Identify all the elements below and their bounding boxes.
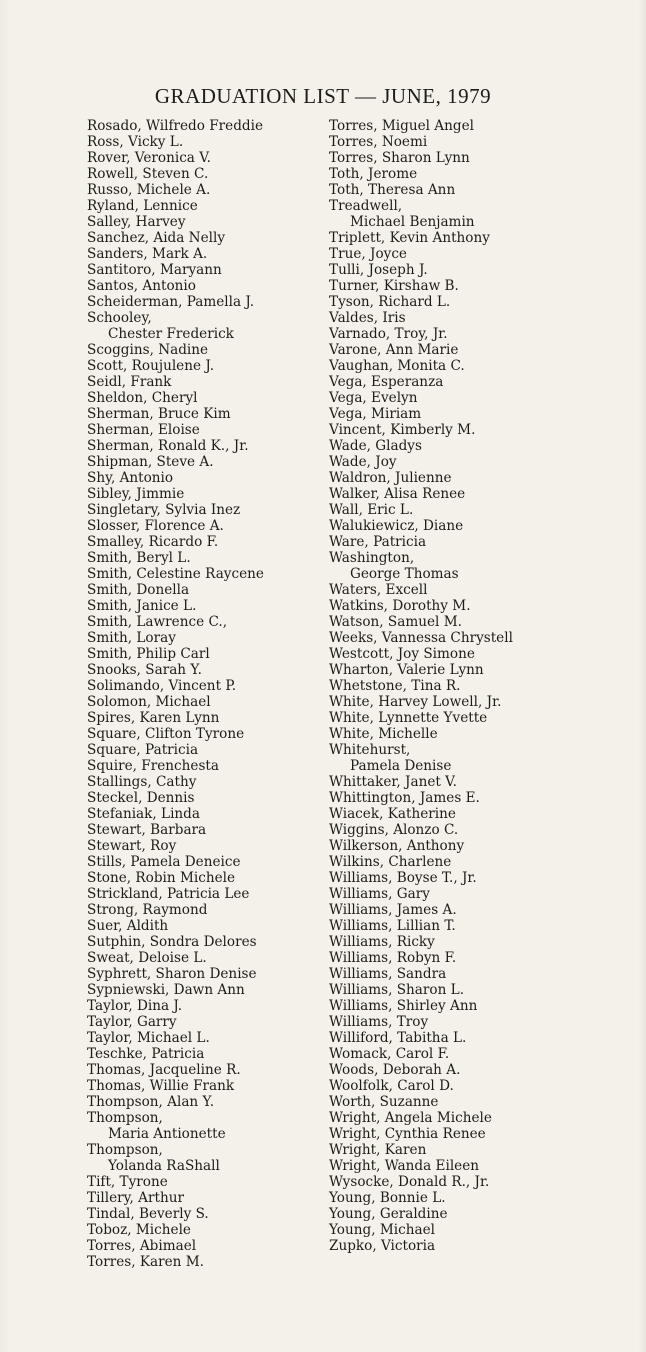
graduate-name: Womack, Carol F.	[329, 1046, 450, 1062]
graduate-name: Shy, Antonio	[87, 470, 174, 486]
graduate-name: Young, Geraldine	[329, 1206, 448, 1222]
graduate-name: Slosser, Florence A.	[87, 518, 224, 534]
graduate-name: Tift, Tyrone	[87, 1174, 168, 1190]
graduate-name: Woolfolk, Carol D.	[329, 1078, 454, 1094]
graduate-name: Sweat, Deloise L.	[87, 950, 207, 966]
graduate-name: Rover, Veronica V.	[87, 150, 211, 166]
graduate-name: Waters, Excell	[329, 582, 428, 598]
graduate-name: Wiggins, Alonzo C.	[329, 822, 459, 838]
graduate-name: Smith, Lawrence C.,	[87, 614, 228, 630]
graduate-name: Turner, Kirshaw B.	[329, 278, 459, 294]
graduate-name: Solimando, Vincent P.	[87, 678, 237, 694]
graduate-name: Ross, Vicky L.	[87, 134, 184, 150]
graduate-name: Stewart, Roy	[87, 838, 177, 854]
graduate-name: Sherman, Eloise	[87, 422, 200, 438]
graduate-name: Wright, Cynthia Renee	[329, 1126, 486, 1142]
graduate-name: Strickland, Patricia Lee	[87, 886, 250, 902]
graduate-name: Wright, Karen	[329, 1142, 427, 1158]
graduate-name: Suer, Aldith	[87, 918, 169, 934]
graduate-name: Williams, Robyn F.	[329, 950, 457, 966]
graduate-name: Torres, Karen M.	[87, 1254, 204, 1270]
graduate-name: Wall, Eric L.	[329, 502, 414, 518]
graduate-name: Zupko, Victoria	[329, 1238, 436, 1254]
graduate-name: Triplett, Kevin Anthony	[329, 230, 490, 246]
graduate-name: Williams, Boyse T., Jr.	[329, 870, 477, 886]
graduate-name: Stallings, Cathy	[87, 774, 197, 790]
graduate-name: Worth, Suzanne	[329, 1094, 439, 1110]
graduate-name: Sutphin, Sondra Delores	[87, 934, 257, 950]
graduate-name: Rosado, Wilfredo Freddie	[87, 118, 264, 134]
graduate-name: Williams, Troy	[329, 1014, 429, 1030]
graduate-name: White, Harvey Lowell, Jr.	[329, 694, 502, 710]
graduate-name: Williams, Sharon L.	[329, 982, 465, 998]
graduate-name: Scott, Roujulene J.	[87, 358, 215, 374]
graduate-name: Valdes, Iris	[329, 310, 406, 326]
graduate-name: Walker, Alisa Renee	[329, 486, 466, 502]
graduate-name: Shipman, Steve A.	[87, 454, 214, 470]
graduate-name: Williams, James A.	[329, 902, 457, 918]
graduate-name: Seidl, Frank	[87, 374, 172, 390]
graduate-name: Stills, Pamela Deneice	[87, 854, 241, 870]
graduate-name: True, Joyce	[329, 246, 407, 262]
graduate-name: Torres, Miguel Angel	[329, 118, 474, 134]
graduate-list-right	[329, 118, 589, 1254]
graduate-name: Vincent, Kimberly M.	[329, 422, 476, 438]
graduate-name: Tindal, Beverly S.	[87, 1206, 209, 1222]
graduate-name: Rowell, Steven C.	[87, 166, 209, 182]
graduate-name: Varone, Ann Marie	[329, 342, 459, 358]
graduate-name: Tulli, Joseph J.	[329, 262, 428, 278]
graduate-name: Whitehurst,	[329, 742, 411, 758]
graduate-name: Taylor, Michael L.	[87, 1030, 210, 1046]
graduate-name: Wysocke, Donald R., Jr.	[329, 1174, 490, 1190]
graduate-name: Whittington, James E.	[329, 790, 480, 806]
graduate-name: Stewart, Barbara	[87, 822, 207, 838]
graduate-name: Wiacek, Katherine	[329, 806, 456, 822]
graduate-name: Vega, Miriam	[329, 406, 422, 422]
graduate-name: Teschke, Patricia	[87, 1046, 205, 1062]
graduate-name: Vega, Esperanza	[329, 374, 444, 390]
graduate-name: Sheldon, Cheryl	[87, 390, 198, 406]
graduate-name: Smith, Loray	[87, 630, 176, 646]
graduate-name: Wilkerson, Anthony	[329, 838, 465, 854]
graduate-name: White, Michelle	[329, 726, 438, 742]
graduate-name: Wilkins, Charlene	[329, 854, 452, 870]
graduate-name: Williford, Tabitha L.	[329, 1030, 467, 1046]
graduate-name: Young, Michael	[329, 1222, 435, 1238]
graduate-name: Syphrett, Sharon Denise	[87, 966, 257, 982]
graduate-name: Williams, Ricky	[329, 934, 435, 950]
graduate-name: Stefaniak, Linda	[87, 806, 200, 822]
graduate-name: Square, Patricia	[87, 742, 199, 758]
graduate-name: Santitoro, Maryann	[87, 262, 222, 278]
graduate-name: Vaughan, Monita C.	[329, 358, 465, 374]
graduate-name: Wade, Gladys	[329, 438, 422, 454]
graduate-name: Sibley, Jimmie	[87, 486, 185, 502]
graduate-name: Sypniewski, Dawn Ann	[87, 982, 245, 998]
graduate-name: Ware, Patricia	[329, 534, 427, 550]
graduate-name: Williams, Gary	[329, 886, 430, 902]
graduate-name-continued: Pamela Denise	[350, 758, 452, 774]
graduate-name: Washington,	[329, 550, 415, 566]
graduate-name: Torres, Sharon Lynn	[329, 150, 470, 166]
graduate-name: Woods, Deborah A.	[329, 1062, 461, 1078]
graduate-name-continued: Maria Antionette	[108, 1126, 226, 1142]
graduate-name: Schooley,	[87, 310, 152, 326]
graduate-name: Treadwell,	[329, 198, 403, 214]
graduate-name: Wade, Joy	[329, 454, 397, 470]
graduate-name: Singletary, Sylvia Inez	[87, 502, 241, 518]
graduate-name: Ryland, Lennice	[87, 198, 198, 214]
graduate-name: Young, Bonnie L.	[329, 1190, 446, 1206]
graduate-name: Williams, Sandra	[329, 966, 447, 982]
graduate-name: Watson, Samuel M.	[329, 614, 462, 630]
graduate-name-continued: Chester Frederick	[108, 326, 234, 342]
graduate-name: Thompson,	[87, 1142, 163, 1158]
graduate-name: Williams, Lillian T.	[329, 918, 456, 934]
graduate-list-left	[87, 118, 323, 1270]
graduate-name: Watkins, Dorothy M.	[329, 598, 471, 614]
graduate-name: Square, Clifton Tyrone	[87, 726, 245, 742]
graduate-name: Thomas, Willie Frank	[87, 1078, 235, 1094]
graduate-name: Squire, Frenchesta	[87, 758, 219, 774]
graduate-name: Tyson, Richard L.	[329, 294, 451, 310]
graduate-name: Weeks, Vannessa Chrystell	[329, 630, 513, 646]
graduate-name: White, Lynnette Yvette	[329, 710, 488, 726]
graduate-name-continued: Michael Benjamin	[350, 214, 475, 230]
graduate-name: Strong, Raymond	[87, 902, 208, 918]
graduate-name: Wharton, Valerie Lynn	[329, 662, 484, 678]
graduate-name: Scheiderman, Pamella J.	[87, 294, 255, 310]
graduate-name: Sanchez, Aida Nelly	[87, 230, 225, 246]
graduate-name: Scoggins, Nadine	[87, 342, 209, 358]
graduate-name: Steckel, Dennis	[87, 790, 195, 806]
graduate-name: Snooks, Sarah Y.	[87, 662, 202, 678]
page-title: GRADUATION LIST — JUNE, 1979	[154, 84, 492, 108]
graduate-name: Thompson,	[87, 1110, 163, 1126]
graduate-name: Varnado, Troy, Jr.	[329, 326, 448, 342]
graduate-name: Solomon, Michael	[87, 694, 211, 710]
graduate-name: Smalley, Ricardo F.	[87, 534, 219, 550]
graduate-name: Sherman, Bruce Kim	[87, 406, 231, 422]
graduate-name: Williams, Shirley Ann	[329, 998, 478, 1014]
graduate-name: Smith, Philip Carl	[87, 646, 210, 662]
graduate-name: Santos, Antonio	[87, 278, 196, 294]
graduate-name: Toth, Jerome	[329, 166, 418, 182]
graduate-name: Stone, Robin Michele	[87, 870, 236, 886]
graduate-name: Salley, Harvey	[87, 214, 186, 230]
graduate-name: Waldron, Julienne	[329, 470, 452, 486]
graduate-name: Wright, Wanda Eileen	[329, 1158, 480, 1174]
graduate-name: Tillery, Arthur	[87, 1190, 184, 1206]
graduate-name: Toboz, Michele	[87, 1222, 191, 1238]
graduate-name: Taylor, Dina J.	[87, 998, 183, 1014]
graduate-name: Thomas, Jacqueline R.	[87, 1062, 241, 1078]
graduate-name: Walukiewicz, Diane	[329, 518, 464, 534]
graduate-name: Smith, Janice L.	[87, 598, 197, 614]
graduate-name: Whittaker, Janet V.	[329, 774, 457, 790]
graduate-name: Thompson, Alan Y.	[87, 1094, 215, 1110]
graduate-name: Toth, Theresa Ann	[329, 182, 456, 198]
graduate-name: Russo, Michele A.	[87, 182, 211, 198]
graduate-name: Whetstone, Tina R.	[329, 678, 461, 694]
graduate-name: Sherman, Ronald K., Jr.	[87, 438, 249, 454]
graduate-name-continued: Yolanda RaShall	[108, 1158, 220, 1174]
graduate-name: Wright, Angela Michele	[329, 1110, 492, 1126]
graduate-name: Spires, Karen Lynn	[87, 710, 220, 726]
graduate-name: Westcott, Joy Simone	[329, 646, 475, 662]
graduate-name: Smith, Donella	[87, 582, 190, 598]
graduate-name: Smith, Celestine Raycene	[87, 566, 264, 582]
graduate-name: Torres, Noemi	[329, 134, 428, 150]
graduate-name: Taylor, Garry	[87, 1014, 177, 1030]
graduate-name: Torres, Abimael	[87, 1238, 197, 1254]
graduate-name: Smith, Beryl L.	[87, 550, 191, 566]
graduate-name-continued: George Thomas	[350, 566, 459, 582]
graduate-name: Vega, Evelyn	[329, 390, 418, 406]
graduate-name: Sanders, Mark A.	[87, 246, 208, 262]
